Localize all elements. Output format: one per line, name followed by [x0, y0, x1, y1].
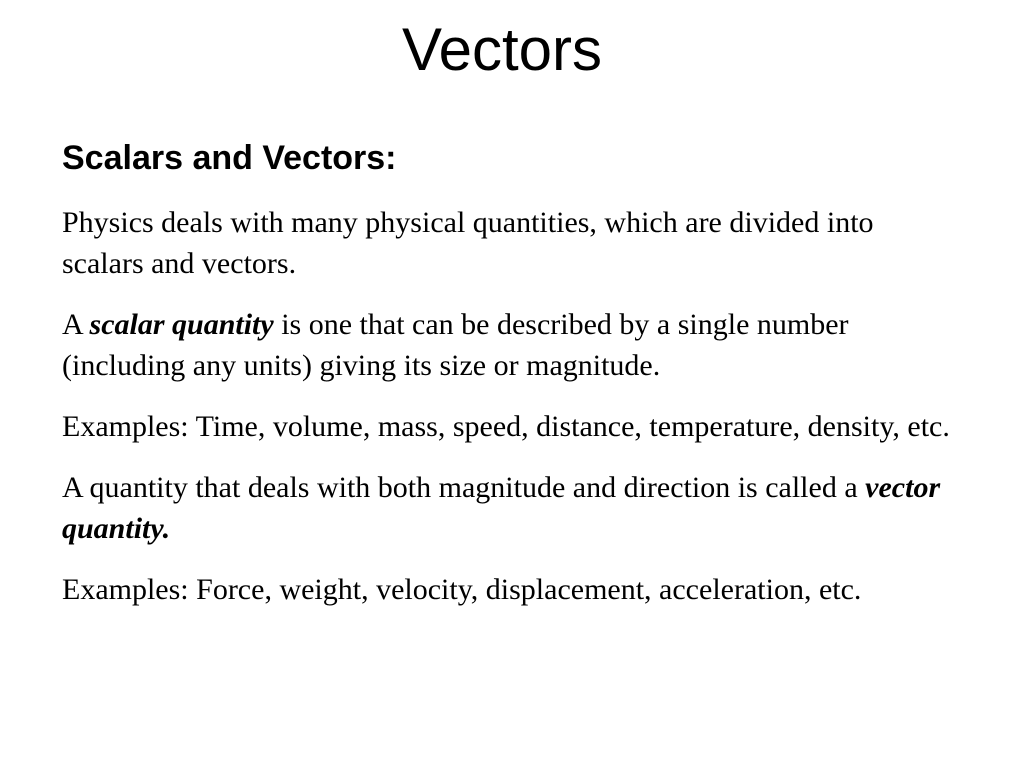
slide-content: [62, 136, 962, 630]
scalar-definition-rest: is one that can be described by a single number (including any units) giving its size or magnitude.: [62, 308, 849, 382]
scalar-quantity-term: scalar quantity: [89, 308, 274, 341]
slide-title: Vectors: [401, 16, 603, 83]
vector-definition-lead: A quantity that deals with both magnitude and direction is called a: [62, 471, 866, 504]
scalar-definition-lead: A: [62, 308, 90, 341]
section-heading: Scalars and Vectors:: [62, 139, 397, 177]
intro-paragraph: Physics deals with many physical quantities, which are divided into scalars and vectors.: [62, 206, 874, 280]
vector-definition-paragraph: [62, 467, 962, 549]
vector-quantity-term: vector quantity.: [62, 471, 941, 545]
vector-examples-paragraph: Examples: Force, weight, velocity, displacement, acceleration, etc.: [62, 573, 862, 606]
scalar-examples-paragraph: Examples: Time, volume, mass, speed, distance, temperature, density, etc.: [62, 410, 950, 443]
scalar-definition-paragraph: [62, 304, 962, 386]
